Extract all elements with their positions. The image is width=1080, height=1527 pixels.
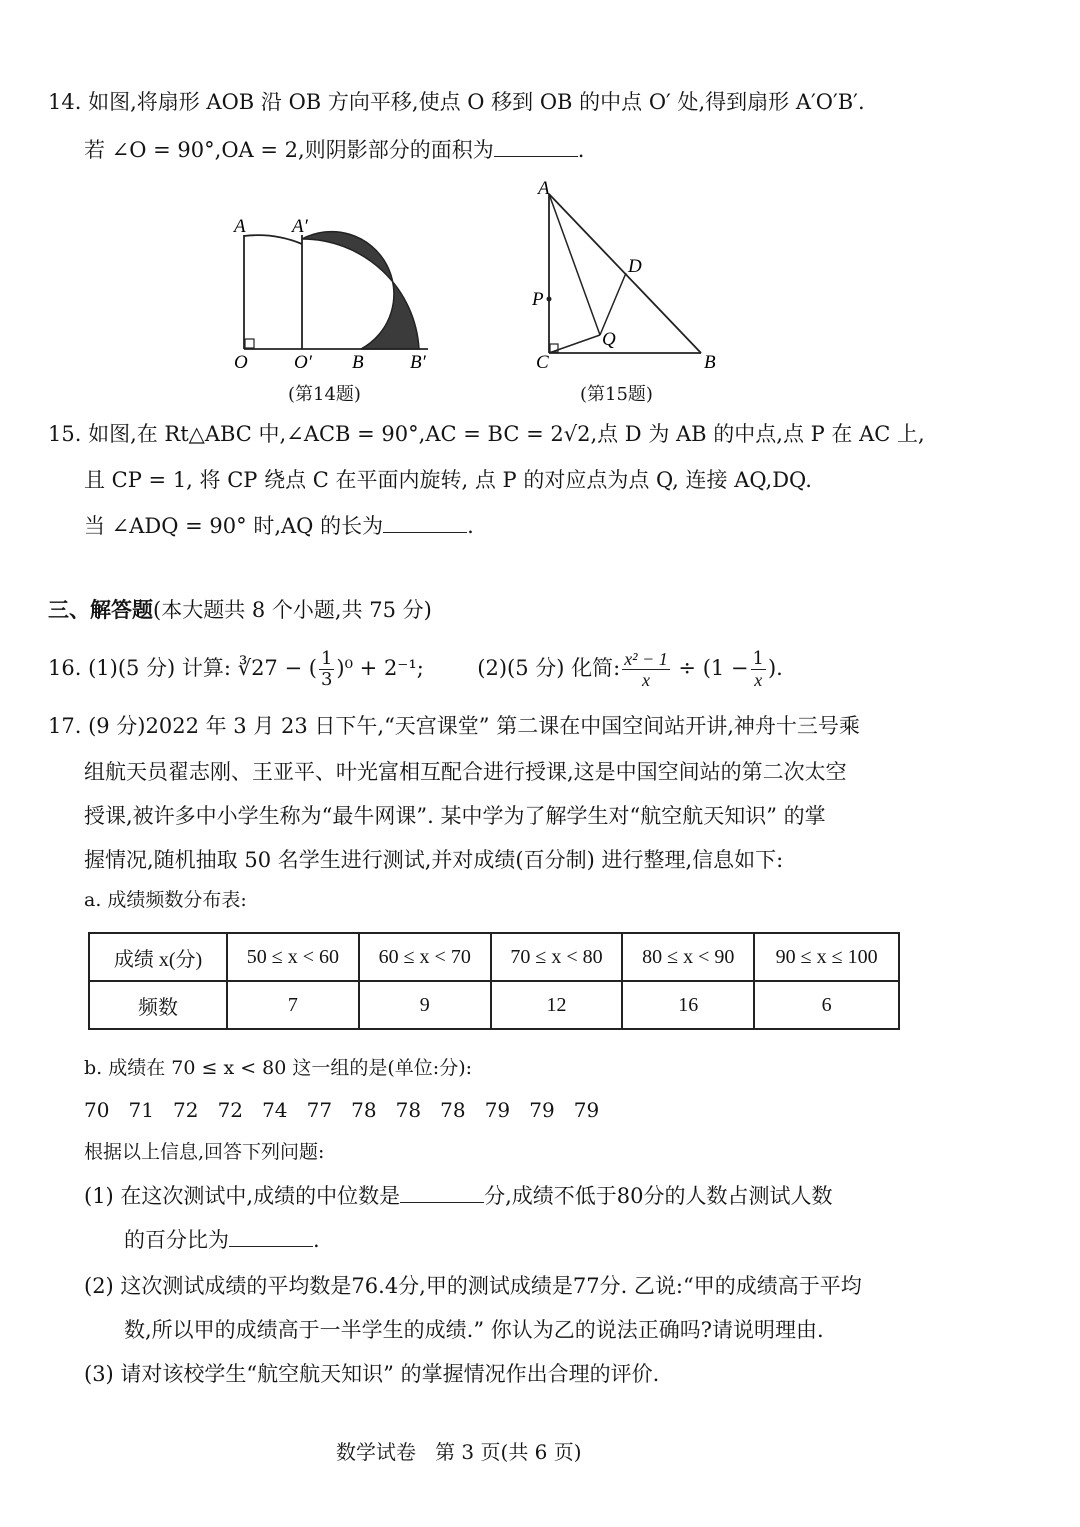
table-cell: 9 — [359, 981, 491, 1029]
q17-part3: (3) 请对该校学生“航空航天知识” 的掌握情况作出合理的评价. — [84, 1362, 660, 1386]
label-A: A — [234, 216, 246, 237]
table-cell: 12 — [491, 981, 623, 1029]
q17-line4: 握情况,随机抽取 50 名学生进行测试,并对成绩(百分制) 进行整理,信息如下: — [84, 848, 784, 872]
right-angle-mark — [245, 339, 254, 348]
page-footer: 数学试卷 第 3 页(共 6 页) — [336, 1440, 582, 1464]
q15-line2: 且 CP = 1, 将 CP 绕点 C 在平面内旋转, 点 P 的对应点为点 Q, 连接 AQ,DQ. — [84, 468, 812, 492]
q14-line2 — [84, 136, 584, 164]
table-header-cell: 70 ≤ x < 80 — [491, 933, 623, 981]
fraction-one-over-x — [751, 649, 766, 690]
table-header-cell: 60 ≤ x < 70 — [359, 933, 491, 981]
fraction-denominator: x — [641, 670, 650, 690]
frequency-table — [88, 932, 900, 1030]
fraction-denominator: x — [754, 670, 763, 690]
q17-part1-text-b: 分,成绩不低于80分的人数占测试人数 — [484, 1184, 833, 1208]
fraction-one-third — [319, 649, 334, 690]
fraction-numerator: 1 — [752, 648, 764, 669]
label-D: D — [628, 256, 642, 277]
table-header-cell: 80 ≤ x < 90 — [622, 933, 754, 981]
q15-line3-end: . — [467, 514, 474, 538]
label-Q: Q — [602, 329, 616, 350]
q14-answer-blank — [494, 138, 578, 157]
label-A-prime: A′ — [292, 216, 308, 237]
q15-line3-text: 当 ∠ADQ = 90° 时,AQ 的长为 — [84, 514, 384, 538]
shaded-region — [302, 232, 419, 349]
label-P: P — [532, 289, 544, 310]
figure-15 — [526, 180, 726, 376]
q17-part1-text-c: 的百分比为 — [124, 1228, 229, 1252]
q14-caption: (第14题) — [288, 384, 361, 405]
q16-part2-label: (2)(5 分) 化简: — [477, 656, 621, 680]
label-O-prime: O′ — [294, 352, 312, 373]
segment-DQ — [600, 273, 626, 335]
segment-AQ — [549, 194, 600, 335]
q17-intro: 根据以上信息,回答下列问题: — [84, 1141, 325, 1163]
point-P — [547, 297, 552, 302]
q16-expr2-end: ). — [767, 656, 783, 680]
q15-line3 — [84, 512, 474, 540]
q17-part1-line1 — [84, 1182, 833, 1210]
q17-part2-line2: 数,所以甲的成绩高于一半学生的成绩.” 你认为乙的说法正确吗?请说明理由. — [124, 1318, 824, 1342]
q15-caption: (第15题) — [580, 384, 653, 405]
q17-sub-a: a. 成绩频数分布表: — [84, 889, 247, 911]
q17-scores: 70 71 72 72 74 77 78 78 78 79 79 79 — [84, 1098, 600, 1122]
q17-part1-line2 — [124, 1226, 320, 1254]
table-row — [89, 981, 899, 1029]
q16-part1-label: 16. (1)(5 分) 计算: — [48, 656, 231, 680]
q17-part2-line1: (2) 这次测试成绩的平均数是76.4分,甲的测试成绩是77分. 乙说:“甲的成绩高于平均 — [84, 1274, 862, 1298]
q17-line1: 17. (9 分)2022 年 3 月 23 日下午,“天宫课堂” 第二课在中国空间站开讲,神舟十三号乘 — [48, 714, 860, 738]
table-cell: 7 — [227, 981, 359, 1029]
label-B: B — [704, 352, 716, 373]
q14-line2-end: . — [577, 138, 585, 162]
table-row-label: 频数 — [89, 981, 227, 1029]
q16-expr1-end: )⁰ + 2⁻¹; — [336, 656, 424, 680]
median-answer-blank — [400, 1184, 484, 1203]
q15-answer-blank — [383, 514, 467, 533]
q16-line — [48, 644, 783, 692]
figure-14 — [222, 208, 452, 376]
fraction-x-squared — [622, 649, 670, 690]
fraction-denominator: 3 — [320, 669, 333, 690]
q14-line2-text: 若 ∠O = 90°,OA = 2,则阴影部分的面积为 — [84, 138, 494, 162]
q17-part1-text-a: (1) 在这次测试中,成绩的中位数是 — [84, 1184, 401, 1208]
q15-line1: 15. 如图,在 Rt△ABC 中,∠ACB = 90°,AC = BC = 2√2,点 D 为 AB 的中点,点 P 在 AC 上, — [48, 422, 925, 446]
label-A: A — [538, 180, 550, 199]
q14-line1: 14. 如图,将扇形 AOB 沿 OB 方向平移,使点 O 移到 OB 的中点 O′ 处,得到扇形 A′O′B′. — [48, 90, 865, 114]
q17-line2: 组航天员翟志刚、王亚平、叶光富相互配合进行授课,这是中国空间站的第二次太空 — [84, 760, 847, 784]
q17-sub-b: b. 成绩在 70 ≤ x < 80 这一组的是(单位:分): — [84, 1057, 473, 1079]
table-header-cell: 90 ≤ x ≤ 100 — [754, 933, 899, 981]
table-cell: 16 — [622, 981, 754, 1029]
label-B: B — [352, 352, 364, 373]
section-3-heading — [48, 596, 432, 624]
label-C: C — [536, 352, 549, 373]
section-3-title: 三、解答题 — [48, 597, 153, 622]
table-header-cell: 成绩 x(分) — [89, 933, 227, 981]
label-O: O — [234, 352, 248, 373]
table-header-row — [89, 933, 899, 981]
percentage-answer-blank — [229, 1228, 313, 1247]
table-cell: 6 — [754, 981, 899, 1029]
q17-part1-end: . — [313, 1228, 320, 1252]
fraction-numerator: 1 — [320, 648, 333, 669]
q17-line3: 授课,被许多中小学生称为“最牛网课”. 某中学为了解学生对“航空航天知识” 的掌 — [84, 804, 826, 828]
q16-expr2-mid: ÷ (1 − — [678, 656, 749, 680]
q16-expr1: ∛27 − ( — [237, 656, 317, 680]
table-header-cell: 50 ≤ x < 60 — [227, 933, 359, 981]
fraction-numerator: x² − 1 — [624, 649, 668, 669]
label-B-prime: B′ — [410, 352, 426, 373]
section-3-note: (本大题共 8 个小题,共 75 分) — [153, 598, 432, 622]
